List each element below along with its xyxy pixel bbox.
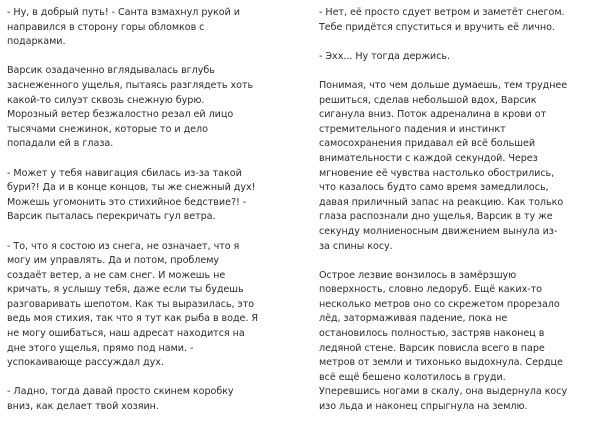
paragraph: - Ладно, тогда давай просто скинем коробку вниз, как делает твой хозяин. bbox=[7, 386, 234, 413]
paragraph: - Эхх... Ну тогда держись. bbox=[319, 50, 450, 62]
paragraph: Варсик озадаченно вглядывалась вглубь заснеженного ущелья, пытаясь разглядеть хоть какой-то силуэт сквозь снежную бурю. Морозный ветер безжалостно резал ей лицо тысячами снежинок, которые то и дело попадали ей в глаза. bbox=[7, 65, 254, 150]
right-text-column bbox=[319, 6, 600, 429]
paragraph: - То, что я состою из снега, не означает, что я могу им управлять. Да и потом, проблему создаёт ветер, а не сам снег. И можешь не кричать, я услышу тебя, даже если ты будешь разговаривать шепотом. Как ты выразилась, это ведь моя стихия, так что я тут как рыба в воде. Я не могу ошибаться, наш адресат находится на дне этого ущелья, прямо под нами. - успокаивающе рассуждал дух. bbox=[7, 240, 259, 369]
left-text-column bbox=[7, 6, 291, 429]
paragraph: Понимая, что чем дольше думаешь, тем труднее решиться, сделав небольшой вдох, Варсик сиганула вниз. Поток адреналина в крови от стремительного падения и инстинкт самосохранения придавал ей всё большей внимательности с каждой секундой. Через мгновение её чувства настолько обострились, что казалось будто само время замедлилось, давая приличный запас на реакцию. Как только глаза распознали дно ущелья, Варсик в ту же секунду молниеносным движением вынула из- за спины косу. bbox=[319, 79, 568, 252]
paragraph: - Может у тебя навигация сбилась из-за такой бури?! Да и в конце концов, ты же снежный дух! Можешь угомонить это стихийное бедствие?! - Варсик пыталась перекричать гул ветра. bbox=[7, 167, 256, 223]
paragraph: - Нет, её просто сдует ветром и заметёт снегом. Тебе придётся спуститься и вручить её лично. bbox=[319, 7, 565, 33]
paragraph: Острое лезвие вонзилось в замёрзшую поверхность, словно ледоруб. Ещё каких-то несколько метров оно со скрежетом прорезало лёд, затормаживая падение, пока не остановилось полностью, застряв наконец в ледяной стене. Варсик повисла всего в паре метров от земли и тихонько выдохнула. Сердце всё ещё бешено колотилось в груди. Уперевшись ногами в скалу, она выдернула косу изо льда и наконец спрыгнула на землю. bbox=[319, 269, 568, 413]
paragraph: - Ну, в добрый путь! - Санта взмахнул рукой и направился в сторону горы обломков с подарками. bbox=[7, 7, 240, 48]
